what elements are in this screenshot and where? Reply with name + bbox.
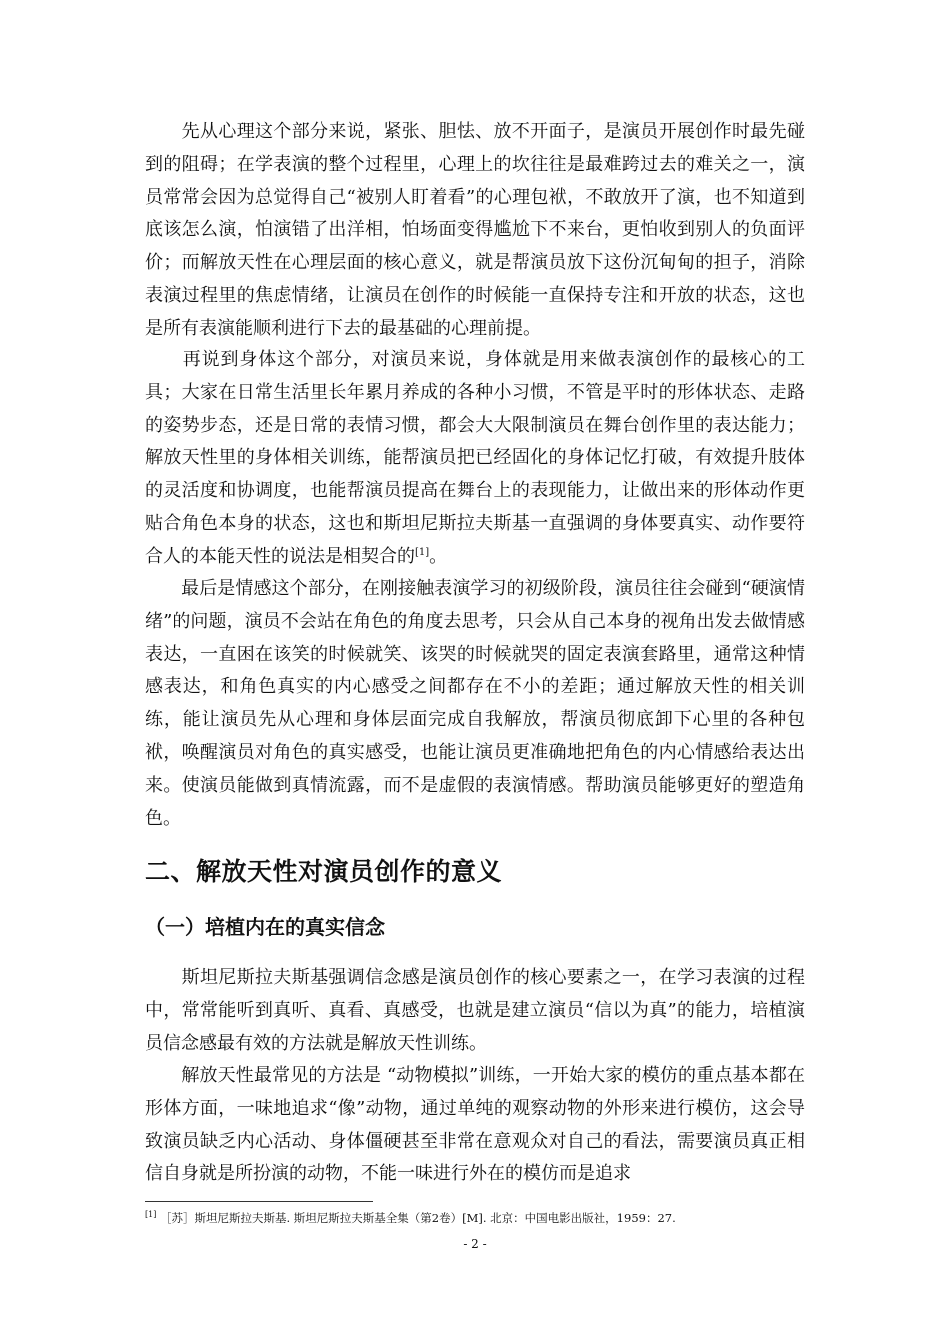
- paragraph-body: [145, 344, 805, 574]
- paragraph-emotion: 最后是情感这个部分，在刚接触表演学习的初级阶段，演员往往会碰到“硬演情绪”的问题，演员不会站在角色的角度去思考，只会从自己本身的视角出发去做情感表达，一直困在该笑的时候就笑、该哭的时候就哭的固定表演套路里，通常这种情感表达，和角色真实的内心感受之间都存在不小的差距；通过解放天性的相关训练，能让演员先从心理和身体层面完成自我解放，帮演员彻底卸下心里的各种包袱，唤醒演员对角色的真实感受，也能让演员更准确地把角色的内心情感给表达出来。使演员能做到真情流露，而不是虚假的表演情感。帮助演员能够更好的塑造角色。: [145, 578, 805, 829]
- footnote-mark: [1]: [145, 1210, 157, 1220]
- section-heading: 二、解放天性对演员创作的意义: [145, 857, 503, 886]
- citation-ref-1[interactable]: [1]: [415, 546, 430, 558]
- paragraph-body-end: 。: [429, 545, 448, 567]
- subsection-heading: （一）培植内在的真实信念: [145, 915, 385, 939]
- paragraph-animal-simulation: 解放天性最常见的方法是 “动物模拟”训练，一开始大家的模仿的重点基本都在形体方面，一味地追求“像”动物，通过单纯的观察动物的外形来进行模仿，这会导致演员缺乏内心活动、身体僵硬甚至非常在意观众对自己的看法，需要演员真正相信自身就是所扮演的动物，不能一味进行外在的模仿而是追求: [145, 1065, 805, 1185]
- paragraph-psychology: 先从心理这个部分来说，紧张、胆怯、放不开面子，是演员开展创作时最先碰到的阻碍；在学表演的整个过程里，心理上的坎往往是最难跨过去的难关之一，演员常常会因为总觉得自己“被别人盯着看”的心理包袱，不敢放开了演，也不知道到底该怎么演，怕演错了出洋相，怕场面变得尴尬下不来台，更怕收到别人的负面评价；而解放天性在心理层面的核心意义，就是帮演员放下这份沉甸甸的担子，消除表演过程里的焦虑情绪，让演员在创作的时候能一直保持专注和开放的状态，这也是所有表演能顺利进行下去的最基础的心理前提。: [145, 121, 805, 339]
- footnote-divider: [145, 1201, 373, 1202]
- page-number: - 2 -: [463, 1237, 487, 1251]
- paragraph-belief: 斯坦尼斯拉夫斯基强调信念感是演员创作的核心要素之一，在学习表演的过程中，常常能听到真听、真看、真感受，也就是建立演员“信以为真”的能力，培植演员信念感最有效的方法就是解放天性训练。: [145, 967, 805, 1054]
- footnote-text: ［苏］斯坦尼斯拉夫斯基. 斯坦尼斯拉夫斯基全集（第2卷）[M]. 北京：中国电影出版社，1959：27.: [156, 1211, 676, 1225]
- paragraph-body-text: 再说到身体这个部分，对演员来说，身体就是用来做表演创作的最核心的工具；大家在日常生活里长年累月养成的各种小习惯，不管是平时的形体状态、走路的姿势步态，还是日常的表情习惯，都会大大限制演员在舞台创作里的表达能力；解放天性里的身体相关训练，能帮演员把已经固化的身体记忆打破，有效提升肢体的灵活度和协调度，也能帮演员提高在舞台上的表现能力，让做出来的形体动作更贴合角色本身的状态，这也和斯坦尼斯拉夫斯基一直强调的身体要真实、动作要符合人的本能天性的说法是相契合的: [145, 349, 805, 567]
- footnote: [145, 1210, 825, 1226]
